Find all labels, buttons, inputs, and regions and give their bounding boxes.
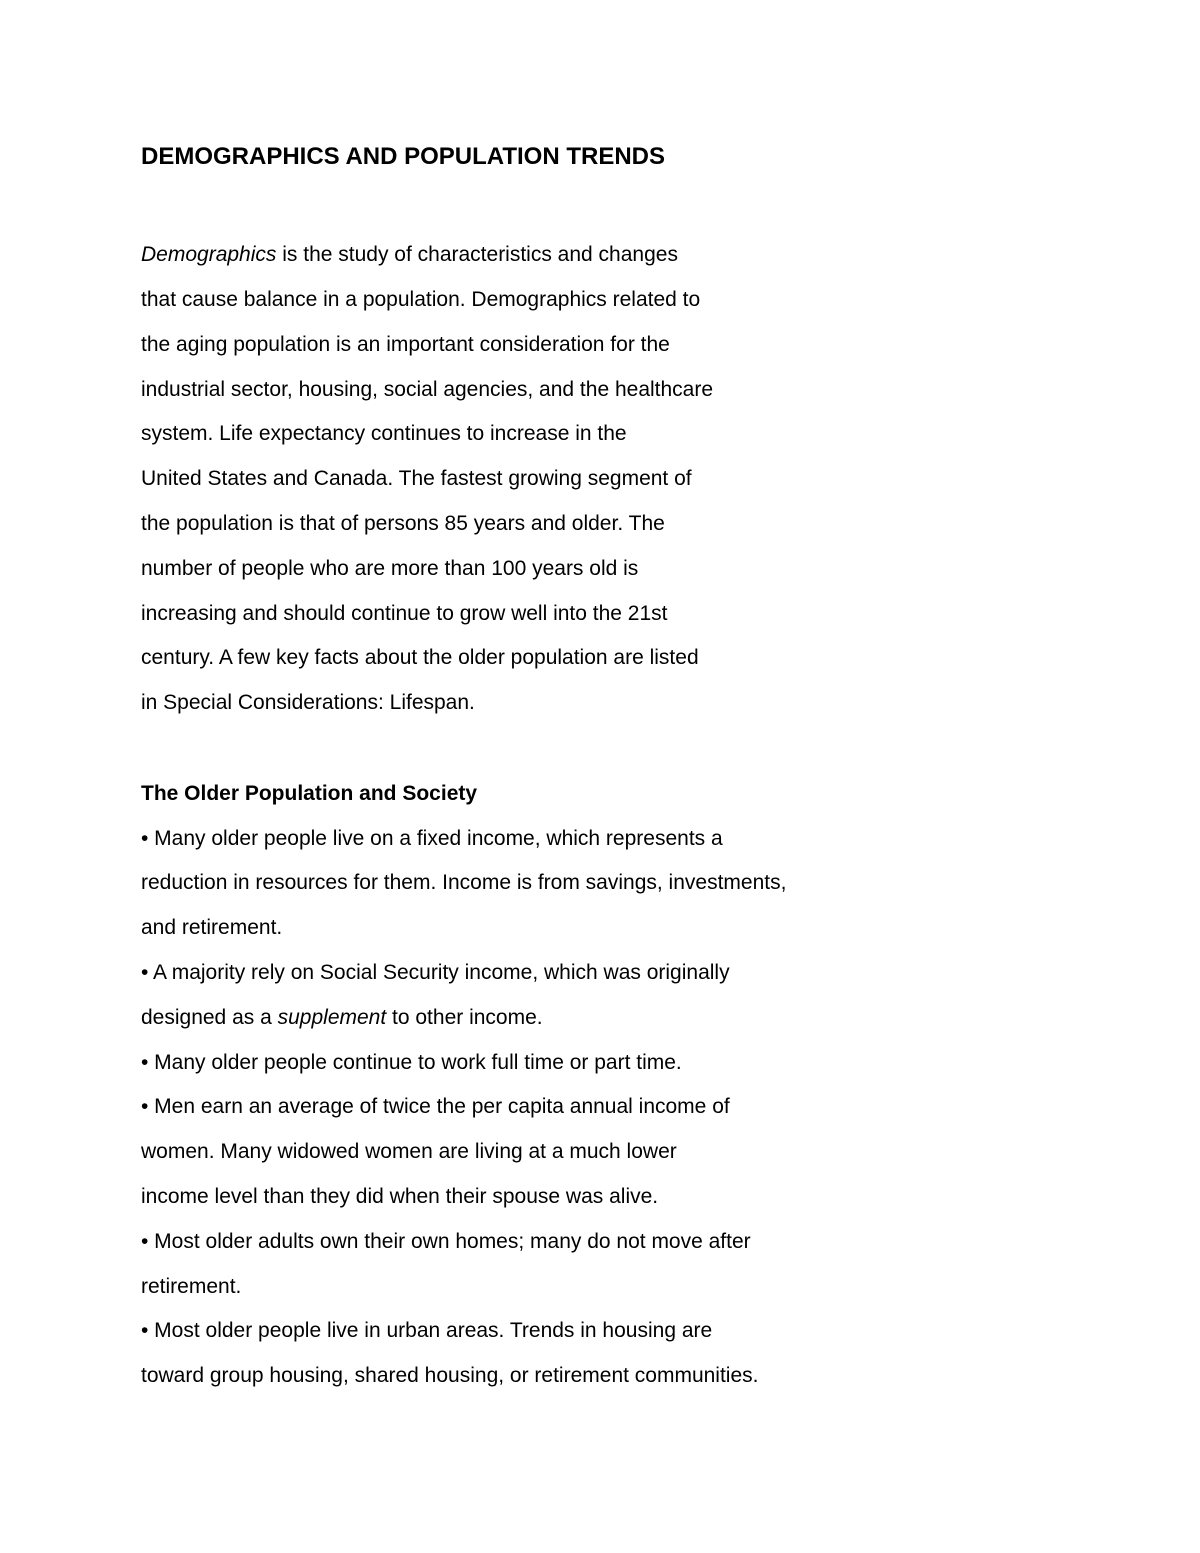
- bullet-2-line-2: [141, 1005, 543, 1031]
- bullet-2-italic-term: supplement: [277, 1006, 387, 1029]
- intro-line-2: that cause balance in a population. Demographics related to: [141, 288, 701, 311]
- intro-line-3: the aging population is an important consideration for the: [141, 333, 670, 356]
- bullet-2-line-1: • A majority rely on Social Security income, which was originally: [141, 961, 730, 984]
- bullet-1-line-3: and retirement.: [141, 916, 283, 939]
- bullet-6-line-2: toward group housing, shared housing, or retirement communities.: [141, 1364, 759, 1387]
- intro-term-italic: Demographics: [141, 243, 277, 266]
- intro-line-1-rest: is the study of characteristics and changes: [276, 243, 678, 266]
- bullet-3-line-1: • Many older people continue to work full time or part time.: [141, 1051, 682, 1074]
- bullet-5-line-1: • Most older adults own their own homes; many do not move after: [141, 1230, 751, 1253]
- intro-line-11: in Special Considerations: Lifespan.: [141, 691, 475, 714]
- bullet-1-line-1: • Many older people live on a fixed income, which represents a: [141, 827, 723, 850]
- section-heading: The Older Population and Society: [141, 782, 478, 805]
- intro-line-9: increasing and should continue to grow well into the 21st: [141, 602, 668, 625]
- intro-line-8: number of people who are more than 100 years old is: [141, 557, 639, 580]
- bullet-2-line-2-before: designed as a: [141, 1006, 278, 1029]
- intro-line-1: [141, 242, 678, 268]
- intro-line-5: system. Life expectancy continues to increase in the: [141, 422, 627, 445]
- bullet-4-line-2: women. Many widowed women are living at a much lower: [141, 1140, 677, 1163]
- bullet-1-line-2: reduction in resources for them. Income is from savings, investments,: [141, 871, 787, 894]
- bullet-4-line-3: income level than they did when their spouse was alive.: [141, 1185, 659, 1208]
- intro-line-7: the population is that of persons 85 years and older. The: [141, 512, 665, 535]
- bullet-2-line-2-after: to other income.: [386, 1006, 543, 1029]
- bullet-4-line-1: • Men earn an average of twice the per capita annual income of: [141, 1095, 730, 1118]
- intro-line-4: industrial sector, housing, social agencies, and the healthcare: [141, 378, 714, 401]
- intro-line-10: century. A few key facts about the older population are listed: [141, 646, 699, 669]
- bullet-5-line-2: retirement.: [141, 1275, 242, 1298]
- intro-line-6: United States and Canada. The fastest growing segment of: [141, 467, 692, 490]
- bullet-6-line-1: • Most older people live in urban areas. Trends in housing are: [141, 1319, 713, 1342]
- page-title: DEMOGRAPHICS AND POPULATION TRENDS: [141, 143, 666, 170]
